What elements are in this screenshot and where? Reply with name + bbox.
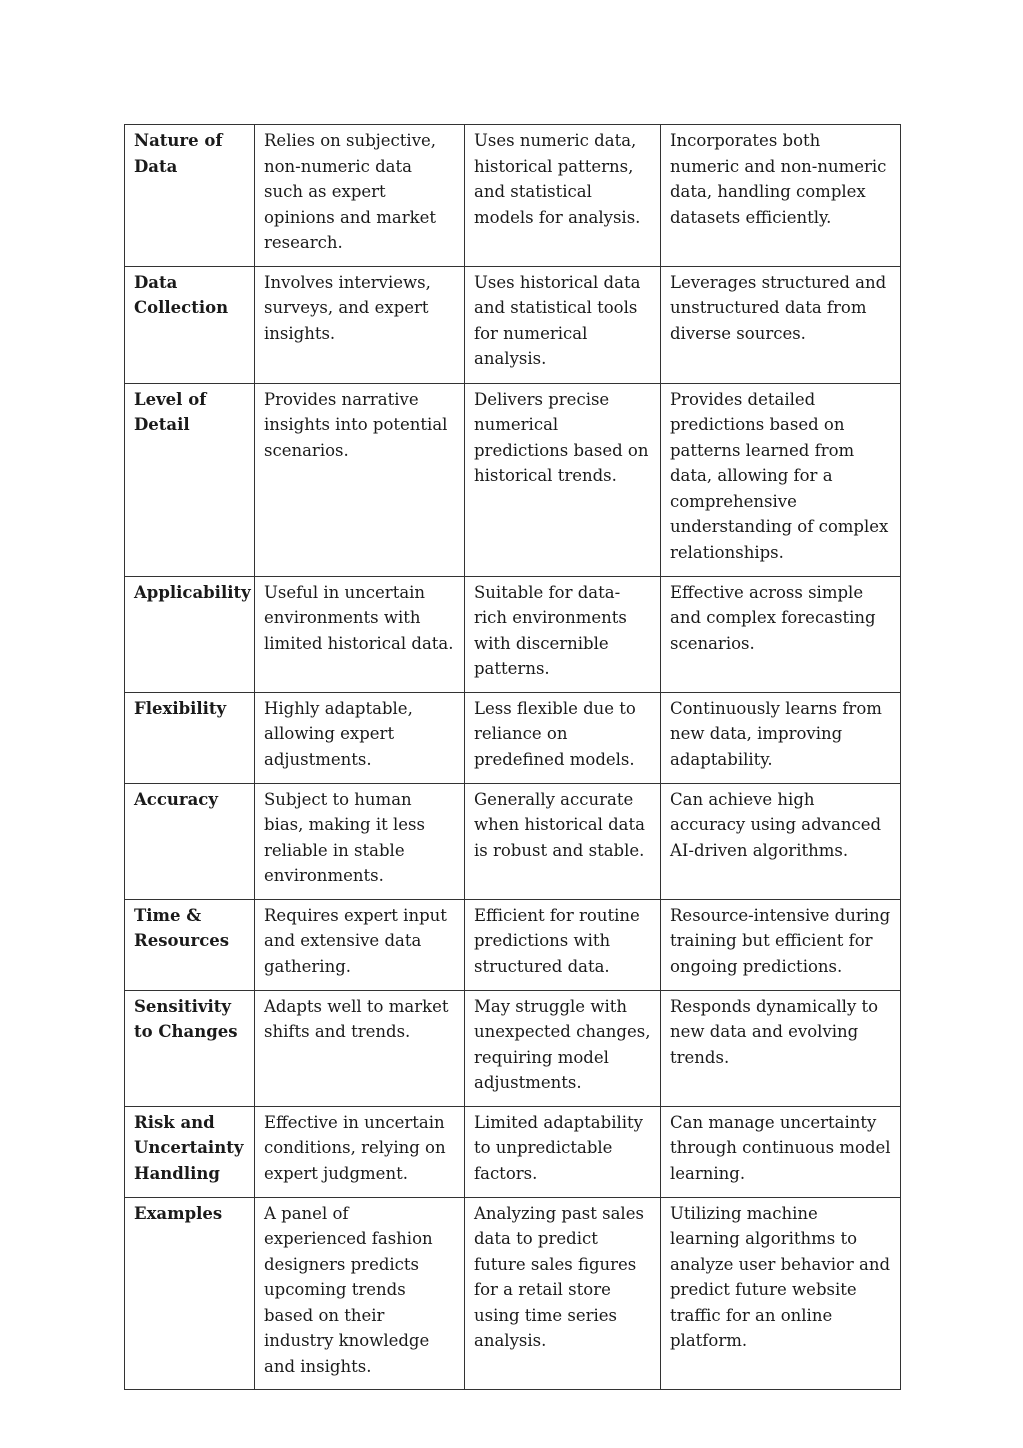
table-row [125,990,901,1106]
comparison-table [124,124,901,1390]
ai-ml-cell: Responds dynamically to new data and evolving trends. [661,990,901,1106]
table-row [125,125,901,267]
row-label: Nature of Data [125,125,255,267]
quantitative-cell: Analyzing past sales data to predict future sales figures for a retail store using time series analysis. [465,1197,661,1390]
ai-ml-cell: Resource-intensive during training but efficient for ongoing predictions. [661,899,901,990]
qualitative-cell: Subject to human bias, making it less reliable in stable environments. [255,783,465,899]
table-row [125,266,901,383]
row-label: Flexibility [125,692,255,783]
ai-ml-cell: Incorporates both numeric and non-numeric data, handling complex datasets efficiently. [661,125,901,267]
quantitative-cell: Suitable for data-rich environments with discernible patterns. [465,576,661,692]
ai-ml-cell: Leverages structured and unstructured data from diverse sources. [661,266,901,383]
row-label: Level of Detail [125,383,255,576]
qualitative-cell: Provides narrative insights into potential scenarios. [255,383,465,576]
ai-ml-cell: Can manage uncertainty through continuous model learning. [661,1106,901,1197]
quantitative-cell: Efficient for routine predictions with structured data. [465,899,661,990]
table-row [125,899,901,990]
row-label: Time & Resources [125,899,255,990]
qualitative-cell: Relies on subjective, non-numeric data such as expert opinions and market research. [255,125,465,267]
row-label: Applicability [125,576,255,692]
ai-ml-cell: Provides detailed predictions based on patterns learned from data, allowing for a comprehensive understanding of complex relationships. [661,383,901,576]
ai-ml-cell: Effective across simple and complex forecasting scenarios. [661,576,901,692]
row-label: Accuracy [125,783,255,899]
quantitative-cell: Limited adaptability to unpredictable factors. [465,1106,661,1197]
quantitative-cell: Uses numeric data, historical patterns, and statistical models for analysis. [465,125,661,267]
ai-ml-cell: Continuously learns from new data, improving adaptability. [661,692,901,783]
quantitative-cell: May struggle with unexpected changes, requiring model adjustments. [465,990,661,1106]
table-row [125,783,901,899]
quantitative-cell: Uses historical data and statistical tools for numerical analysis. [465,266,661,383]
row-label: Examples [125,1197,255,1390]
qualitative-cell: Involves interviews, surveys, and expert insights. [255,266,465,383]
row-label: Data Collection [125,266,255,383]
ai-ml-cell: Utilizing machine learning algorithms to analyze user behavior and predict future website traffic for an online platform. [661,1197,901,1390]
quantitative-cell: Delivers precise numerical predictions based on historical trends. [465,383,661,576]
table-row [125,383,901,576]
qualitative-cell: Effective in uncertain conditions, relying on expert judgment. [255,1106,465,1197]
qualitative-cell: Requires expert input and extensive data gathering. [255,899,465,990]
qualitative-cell: A panel of experienced fashion designers predicts upcoming trends based on their industry knowledge and insights. [255,1197,465,1390]
table-row [125,692,901,783]
table-row [125,1106,901,1197]
qualitative-cell: Useful in uncertain environments with limited historical data. [255,576,465,692]
qualitative-cell: Adapts well to market shifts and trends. [255,990,465,1106]
row-label: Sensitivity to Changes [125,990,255,1106]
table-body [125,125,901,1390]
row-label: Risk and Uncertainty Handling [125,1106,255,1197]
ai-ml-cell: Can achieve high accuracy using advanced AI-driven algorithms. [661,783,901,899]
table-row [125,576,901,692]
quantitative-cell: Less flexible due to reliance on predefined models. [465,692,661,783]
quantitative-cell: Generally accurate when historical data is robust and stable. [465,783,661,899]
table-row [125,1197,901,1390]
qualitative-cell: Highly adaptable, allowing expert adjustments. [255,692,465,783]
